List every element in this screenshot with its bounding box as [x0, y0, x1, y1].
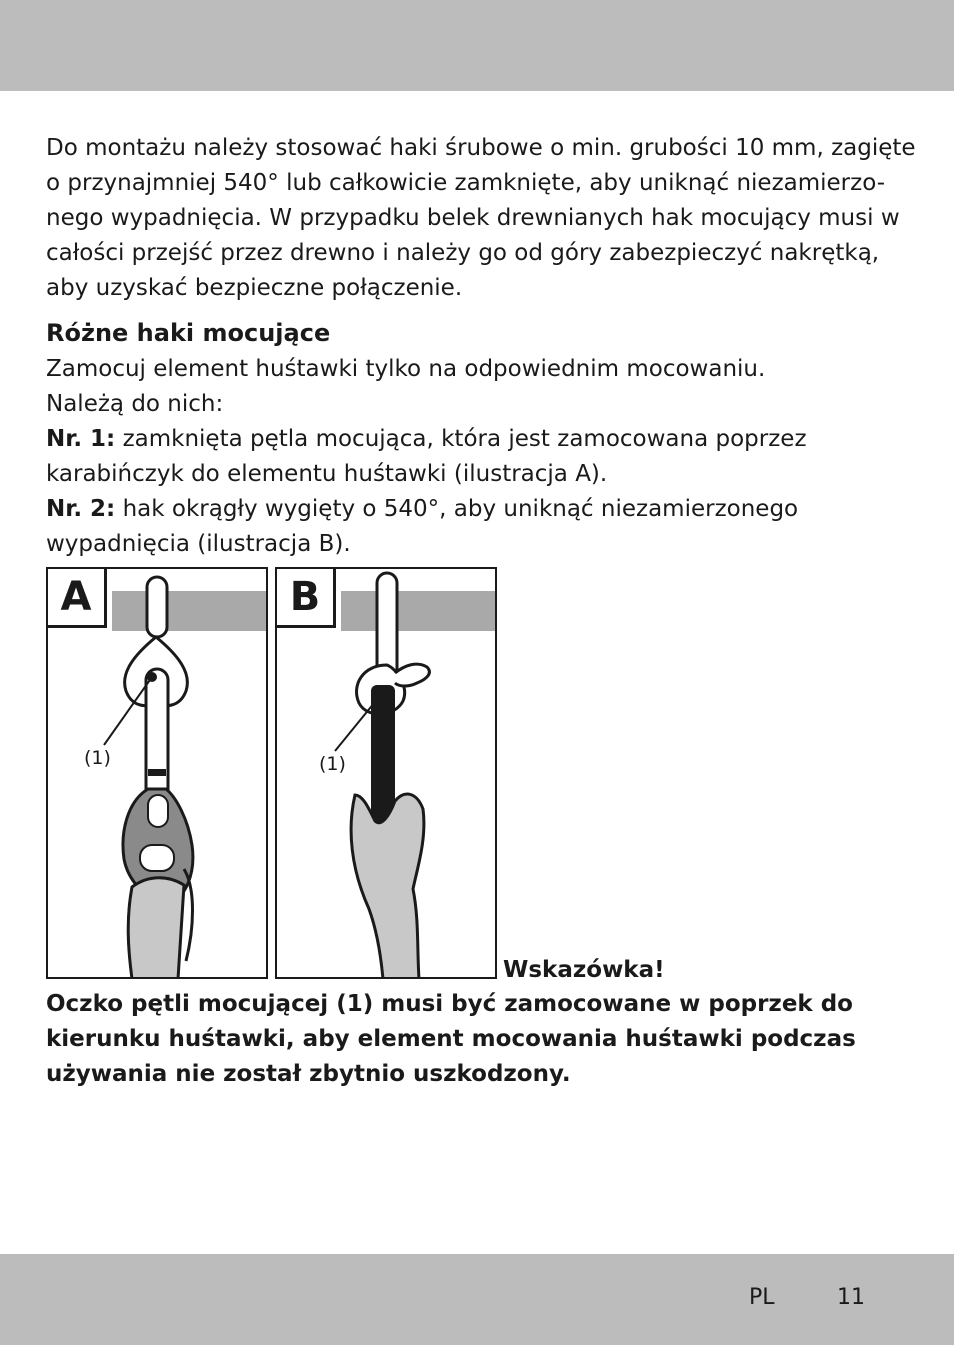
section-line: Zamocuj element huśtawki tylko na odpowiednim mocowaniu.: [46, 356, 766, 382]
hook-tip: [395, 664, 429, 686]
item-2-label: Nr. 2:: [46, 496, 116, 522]
item-1-text: zamknięta pętla mocująca, która jest zamocowana poprzez: [115, 426, 807, 452]
hint-title: Wskazówka!: [503, 957, 665, 983]
illustration-a-label: A: [48, 569, 107, 628]
intro-line: nego wypadnięcia. W przypadku belek drewnianych hak mocujący musi w: [46, 205, 900, 231]
beam: [112, 591, 266, 631]
illustration-a: [46, 567, 268, 979]
section-line: Należą do nich:: [46, 391, 224, 417]
callout-label-a: (1): [84, 747, 111, 769]
illustration-b-label: B: [277, 569, 336, 628]
hint-line: używania nie został zbytnio uszkodzony.: [46, 1061, 571, 1087]
carabiner-gate: [148, 769, 166, 776]
hint-body: [46, 987, 926, 1092]
bolt: [147, 577, 167, 637]
language-code: PL: [749, 1285, 775, 1310]
hint-line: kierunku huśtawki, aby element mocowania huśtawki podczas: [46, 1026, 856, 1052]
header-band: [0, 0, 954, 91]
intro-line: całości przejść przez drewno i należy go od góry zabezpieczyć nakrętką,: [46, 240, 880, 266]
item-2-text: hak okrągły wygięty o 540°, aby uniknąć niezamierzonego: [115, 496, 799, 522]
strap: [351, 794, 424, 977]
intro-line: aby uzyskać bezpieczne połączenie.: [46, 275, 463, 301]
page-number: 11: [837, 1285, 865, 1310]
section-heading: Różne haki mocujące: [46, 319, 331, 347]
strap: [128, 878, 184, 977]
intro-line: o przynajmniej 540° lub całkowicie zamknięte, aby uniknąć niezamierzo-: [46, 170, 886, 196]
round-hook-drawing: [277, 569, 495, 977]
closed-loop-carabiner-drawing: [48, 569, 266, 977]
callout-label-b: (1): [319, 753, 346, 775]
item-1: [46, 422, 916, 457]
illustration-b: [275, 567, 497, 979]
beam: [341, 591, 495, 631]
intro-line: Do montażu należy stosować haki śrubowe o min. grubości 10 mm, zagięte: [46, 135, 916, 161]
section-body: [46, 352, 916, 562]
item-2-continued: wypadnięcia (ilustracja B).: [46, 531, 351, 557]
intro-paragraph: [46, 131, 916, 306]
hint-line: Oczko pętli mocującej (1) musi być zamocowane w poprzek do: [46, 991, 853, 1017]
item-2: [46, 492, 916, 527]
item-1-label: Nr. 1:: [46, 426, 116, 452]
item-1-continued: karabińczyk do elementu huśtawki (ilustracja A).: [46, 461, 608, 487]
footer-band: [0, 1254, 954, 1345]
